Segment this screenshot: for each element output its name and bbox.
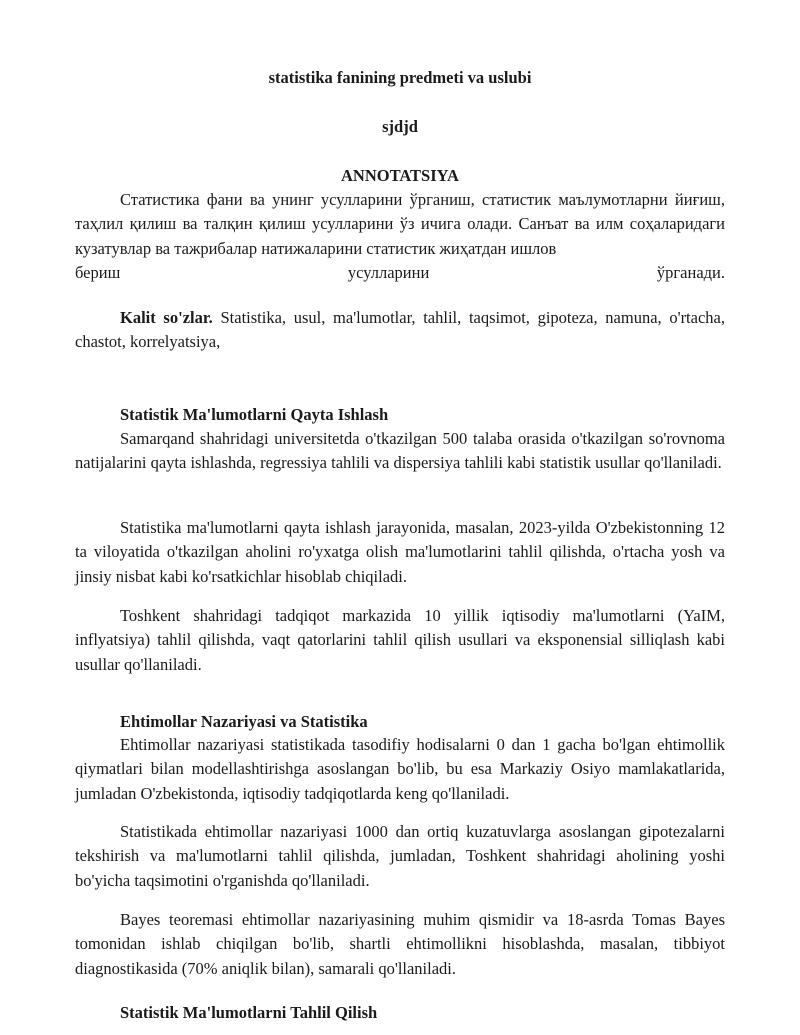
document-title: statistika fanining predmeti va uslubi <box>268 68 532 87</box>
section-heading: Statistik Ma'lumotlarni Tahlil Qilish <box>120 1003 378 1022</box>
section-paragraph: Ehtimollar nazariyasi statistikada tasodifiy hodisalarni 0 dan 1 gacha bo'lgan ehtimollik qiymatlari bilan modellashtirishga asoslangan bo'lib, bu esa Markaziy Osiyo mamlakatlarida, jumladan O'zbekistonda, iqtisodiy tadqiqotlarda keng qo'llaniladi. <box>75 735 725 803</box>
section-paragraph: Statistikada ehtimollar nazariyasi 1000 dan ortiq kuzatuvlarga asoslangan gipotezalarni tekshirish va ma'lumotlarni tahlil qilishda, jumladan, Toshkent shahridagi aholining yoshi bo'yicha taqsimotini o'rganishda qo'llaniladi. <box>75 822 725 890</box>
document-author: sjdjd <box>382 117 418 136</box>
keywords-text: Statistika, usul, ma'lumotlar, tahlil, taqsimot, gipoteza, namuna, o'rtacha, chastot, korrelyatsiya, <box>75 308 725 352</box>
annotation-paragraph-end <box>75 261 725 285</box>
section-paragraph: Toshkent shahridagi tadqiqot markazida 10 yillik iqtisodiy ma'lumotlarni (YaIM, inflyatsiya) tahlil qilishda, vaqt qatorlarini tahlil qilish usullari va eksponensial silliqlash kabi usullar qo'llaniladi. <box>75 606 725 674</box>
section-paragraph: Bayes teoremasi ehtimollar nazariyasining muhim qismidir va 18-asrda Tomas Bayes tomonidan ishlab chiqilgan bo'lib, shartli ehtimollikni hisoblashda, masalan, tibbiyot diagnostikasida (70% aniqlik bilan), samarali qo'llaniladi. <box>75 910 725 978</box>
annotation-text: Статистика фани ва унинг усулларини ўрганиш, статистик маълумотларни йиғиш, таҳлил қилиш ва талқин қилиш усулларини ўз ичига олади. Санъат ва илм соҳаларидаги кузатувлар ва тажрибалар натижаларини статистик жиҳатдан ишлов <box>75 190 725 258</box>
section-paragraph: Statistika ma'lumotlarni qayta ishlash jarayonida, masalan, 2023-yilda O'zbekistonning 12 ta viloyatida o'tkazilgan aholini ro'yxatga olish ma'lumotlarini tahlil qilishda, o'rtacha yosh va jinsiy nisbat kabi ko'rsatkichlar hisoblab chiqiladi. <box>75 518 725 586</box>
annotation-paragraph <box>75 188 725 261</box>
annotation-heading: ANNOTATSIYA <box>341 166 459 185</box>
annotation-text-end: бериш усулларини ўрганади. <box>75 263 725 282</box>
keywords-paragraph <box>75 306 725 355</box>
keywords-label: Kalit so'zlar. <box>120 308 213 327</box>
section-heading: Statistik Ma'lumotlarni Qayta Ishlash <box>120 405 389 424</box>
section-paragraph: Samarqand shahridagi universitetda o'tkazilgan 500 talaba orasida o'tkazilgan so'rovnoma natijalarini qayta ishlashda, regressiya tahlili va dispersiya tahlili kabi statistik usullar qo'llaniladi. <box>75 429 725 473</box>
section-heading: Ehtimollar Nazariyasi va Statistika <box>120 712 368 731</box>
